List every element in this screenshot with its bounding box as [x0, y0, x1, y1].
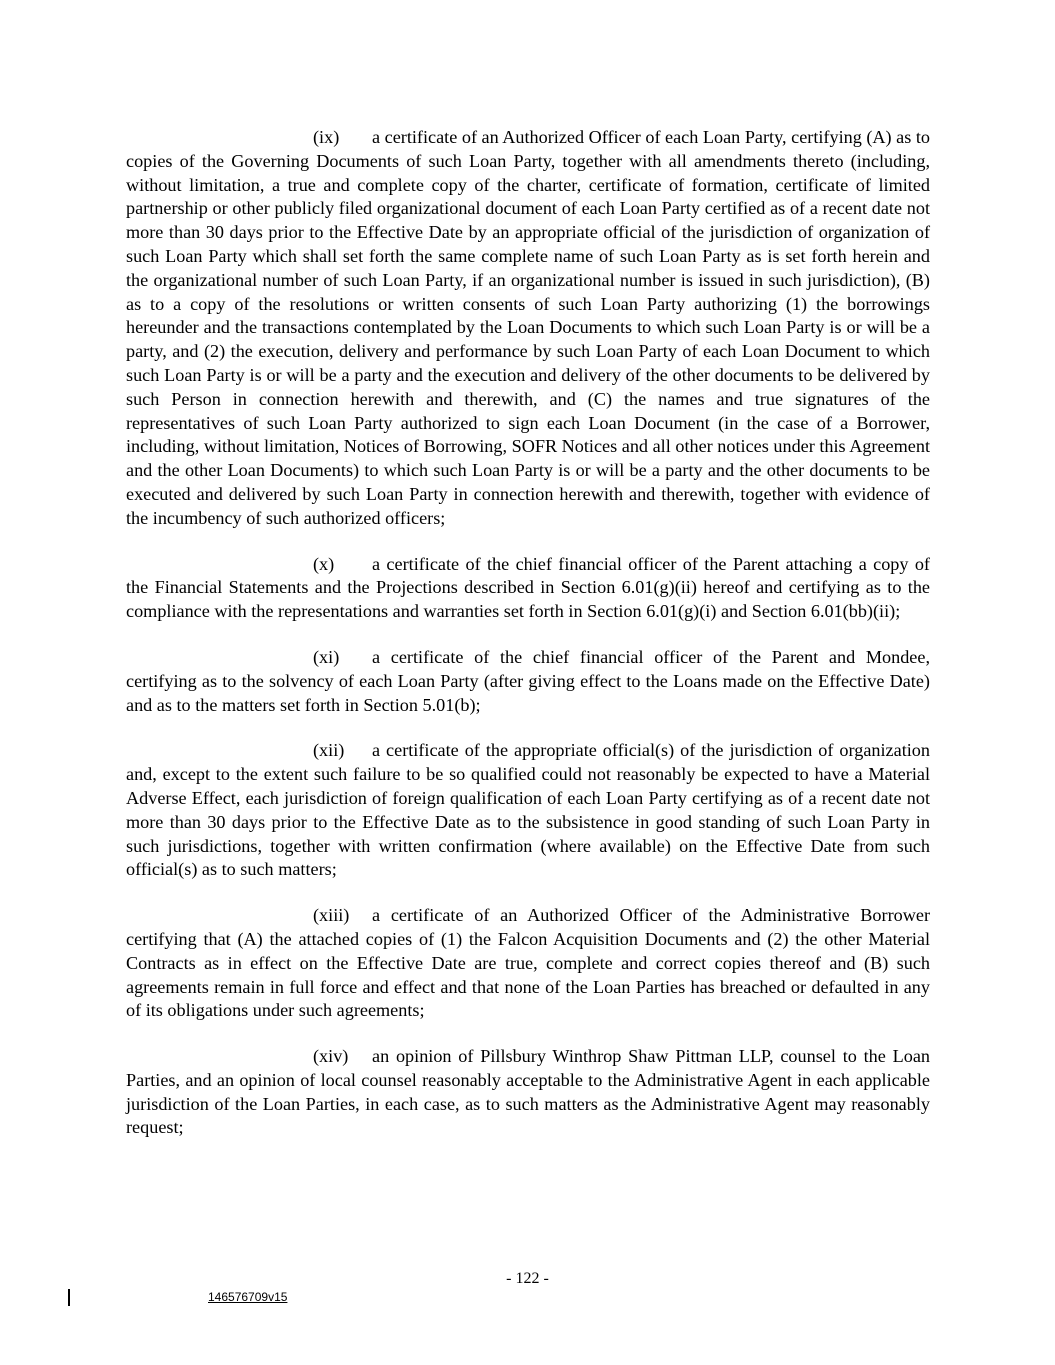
clause-xiii: [126, 904, 930, 1023]
clause-xiv: [126, 1045, 930, 1140]
document-body: [126, 126, 930, 1162]
clause-text: a certificate of an Authorized Officer of each Loan Party, certifying (A) as to copies of the Governing Documents of such Loan Party, together with all amendments thereto (including, without limitation, a true and complete copy of the charter, certificate of formation, certificate of limited partnership or other publicly filed organizational document of each Loan Party certified as of a recent date not more than 30 days prior to the Effective Date by an appropriate official of the jurisdiction of organization of such Loan Party which shall set forth the same complete name of such Loan Party as is set forth herein and the organizational number of such Loan Party, if an organizational number is issued in such jurisdiction), (B) as to a copy of the resolutions or written consents of such Loan Party authorizing (1) the borrowings hereunder and the transactions contemplated by the Loan Documents to which such Loan Party is or will be a party, and (2) the execution, delivery and performance by such Loan Party of each Loan Document to which such Loan Party is or will be a party and the execution and delivery of the other documents to be delivered by such Person in connection herewith and therewith, and (C) the names and true signatures of the representatives of such Loan Party authorized to sign each Loan Document (in the case of a Borrower, including, without limitation, Notices of Borrowing, SOFR Notices and all other notices under this Agreement and the other Loan Documents) to which such Loan Party is or will be a party and the other documents to be executed and delivered by such Loan Party in connection herewith and therewith, together with evidence of the incumbency of such authorized officers;: [126, 127, 931, 528]
clause-number: (xi): [313, 646, 340, 667]
clause-text: a certificate of the appropriate official(s) of the jurisdiction of organization and, except to the extent such failure to be so qualified could not reasonably be expected to have a Material Adverse Effect, each jurisdiction of foreign qualification of each Loan Party certifying as of a recent date not more than 30 days prior to the Effective Date as to the subsistence in good standing of such Loan Party in such jurisdictions, together with written confirmation (where available) on the Effective Date from such official(s) as to such matters;: [126, 740, 930, 880]
clause-x: [126, 553, 930, 624]
clause-number: (xii): [313, 740, 345, 761]
clause-text: an opinion of Pillsbury Winthrop Shaw Pittman LLP, counsel to the Loan Parties, and an opinion of local counsel reasonably acceptable to the Administrative Agent in each applicable jurisdiction of the Loan Parties, in each case, as to such matters as the Administrative Agent may reasonably request;: [126, 1046, 930, 1138]
clause-text: a certificate of an Authorized Officer of the Administrative Borrower certifying that (A) the attached copies of (1) the Falcon Acquisition Documents and (2) the other Material Contracts as in effect on the Effective Date are true, complete and correct copies thereof and (B) such agreements remain in full force and effect and that none of the Loan Parties has breached or defaulted in any of its obligations under such agreements;: [126, 905, 930, 1021]
revision-change-bar: [68, 1289, 70, 1306]
clause-number: (xiv): [313, 1046, 349, 1067]
page-number: - 122 -: [506, 1270, 549, 1287]
clause-ix: [126, 126, 930, 531]
clause-xii: [126, 739, 930, 882]
clause-number: (xiii): [313, 905, 350, 926]
clause-xi: [126, 646, 930, 717]
clause-number: (ix): [313, 127, 340, 147]
document-id: 146576709v15: [208, 1290, 288, 1304]
clause-text: a certificate of the chief financial officer of the Parent attaching a copy of the Financial Statements and the Projections described in Section 6.01(g)(ii) hereof and certifying as to the compliance with the representations and warranties set forth in Section 6.01(g)(i) and Section 6.01(bb)(ii);: [126, 553, 930, 622]
clause-text: a certificate of the chief financial officer of the Parent and Mondee, certifying as to the solvency of each Loan Party (after giving effect to the Loans made on the Effective Date) and as to the matters set forth in Section 5.01(b);: [126, 646, 930, 715]
clause-number: (x): [313, 553, 335, 574]
